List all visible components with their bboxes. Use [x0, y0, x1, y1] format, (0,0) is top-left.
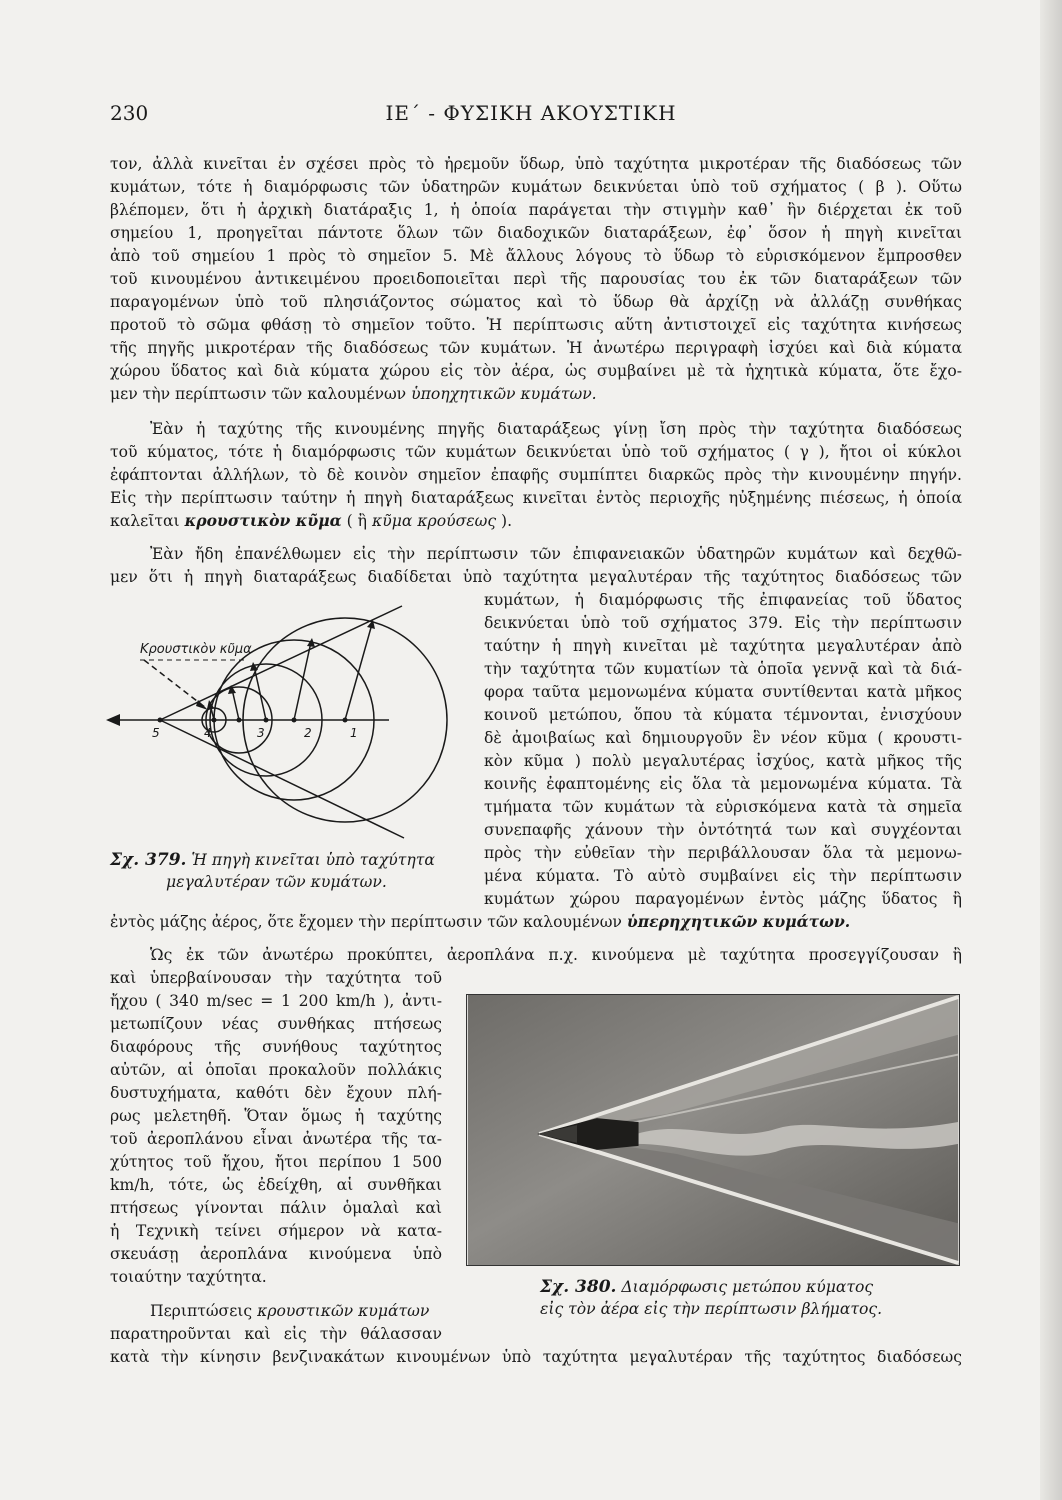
term-shock-wave-alt: κῦμα κρούσεως: [372, 512, 497, 530]
pointer-arrowhead: [196, 700, 208, 710]
text-line: κοινοῦ μετώπου, ὅπου τὰ κύματα τέμνονται, ἐνισχύουν: [484, 706, 962, 724]
text-line: ἀπὸ τοῦ σημείου 1 πρὸς τὸ σημεῖον 5. Μὲ ἄλλους λόγους τὸ ὕδωρ τὸ εὑρισκόμενον ἔμπροσθεν: [110, 247, 962, 265]
shock-front-lower-line: [160, 720, 404, 838]
text-line: κυμάτων, τότε ἡ διαμόρφωσις τῶν ὑδατηρῶν κυμάτων δεικνύεται ὑπὸ τοῦ σχήματος ( β ). Οὕτω: [110, 178, 962, 196]
figure-379-caption-label: Σχ. 379.: [110, 850, 187, 870]
page-edge-shadow: [1040, 0, 1062, 1500]
point-label-4: 4: [204, 726, 212, 740]
text-line: σκευάσῃ ἀεροπλάνα κινούμενα ὑπὸ: [110, 1245, 442, 1263]
text-line: καὶ ὑπερβαίνουσαν τὴν ταχύτητα τοῦ: [110, 969, 442, 987]
text-span: Περιπτώσεις: [150, 1302, 253, 1320]
radius-arrow-1: [345, 624, 372, 720]
shock-label-pointer: [144, 660, 206, 708]
point-label-1: 1: [350, 726, 358, 740]
figure-380-projectile-photo: [466, 994, 960, 1266]
figure-380-caption-line-1: [540, 1276, 873, 1298]
text-line: βλέπομεν, ὅτι ἡ ἀρχικὴ διατάραξις 1, ἡ ὁποία παράγεται τὴν στιγμὴν καθ᾽ ἣν διέρχεται ἐκ τοῦ: [110, 201, 962, 219]
text-span: καλεῖται: [110, 512, 180, 530]
text-line: Ἐὰν ἡ ταχύτης τῆς κινουμένης πηγῆς διαταράξεως γίνῃ ἴση πρὸς τὴν ταχύτητα διαδόσεως: [150, 420, 962, 438]
text-line: km/h, τότε, ὡς ἐδείχθη, αἱ συνθῆκαι: [110, 1176, 442, 1194]
text-line: τοῦ κινουμένου ἀντικειμένου προειδοποιεῖται περὶ τῆς παρουσίας του ἐκ τῶν διαταράξεων τῶν: [110, 270, 962, 288]
text-span: μεν τὴν περίπτωσιν τῶν καλουμένων: [110, 385, 407, 403]
figure-379-caption-line-2: μεγαλυτέραν τῶν κυμάτων.: [166, 873, 387, 891]
text-line: κατὰ τὴν κίνησιν βενζινακάτων κινουμένων ὑπὸ ταχύτητα μεγαλυτέραν τῆς ταχύτητος διαδόσεως: [110, 1348, 962, 1366]
text-line: τμήματα τῶν κυμάτων τὰ εὑρισκόμενα κατὰ τὰ σημεῖα: [484, 798, 962, 816]
text-line: κυμάτων, ἡ διαμόρφωσις τῆς ἐπιφανείας τοῦ ὕδατος: [484, 591, 962, 609]
text-line: συνεπαφῆς χάνουν τὴν ὀντότητά των καὶ συγχέονται: [484, 821, 962, 839]
text-line: [110, 510, 962, 532]
term-shock-wave: κρουστικὸν κῦμα: [184, 511, 342, 530]
text-span: Διαμόρφωσις μετώπου κύματος: [621, 1278, 874, 1296]
point-2-dot: [264, 718, 269, 723]
radius-arrow-3: [232, 689, 239, 720]
point-label-2: 2: [304, 726, 312, 740]
text-line: προτοῦ τὸ σῶμα φθάσῃ τὸ σημεῖον τοῦτο. Ἡ περίπτωσις αὕτη ἀντιστοιχεῖ εἰς ταχύτητα κινήσεως: [110, 316, 962, 334]
point-4-dot: [212, 718, 217, 723]
term-shock-waves: κρουστικῶν κυμάτων: [257, 1302, 430, 1320]
direction-arrowhead: [106, 714, 120, 726]
text-line: χύτητος τοῦ ἤχου, ἤτοι περίπου 1 500: [110, 1153, 442, 1171]
text-line: πτήσεως γίνονται πάλιν ὁμαλαὶ καὶ: [110, 1199, 442, 1217]
text-line: διαφόρους τῆς συνήθους ταχύτητος: [110, 1038, 442, 1056]
text-line: Εἰς τὴν περίπτωσιν ταύτην ἡ πηγὴ διαταράξεως κινεῖται ἐντὸς περιοχῆς ηὐξημένης πιέσεως, ἡ ὁποία: [110, 489, 962, 507]
text-line: χώρου ὕδατος καὶ διὰ κύματα χώρου εἰς τὸν ἀέρα, ὡς συμβαίνει μὲ τὰ ἠχητικὰ κύματα, ὅτε ἔχο-: [110, 362, 962, 380]
text-line: κὸν κῦμα ) πολὺ μεγαλυτέρας ἰσχύος, κατὰ μῆκος τῆς: [484, 752, 962, 770]
text-span: Ἡ πηγὴ κινεῖται ὑπὸ ταχύτητα: [191, 851, 435, 869]
text-span: ἐντὸς μάζης ἀέρος, ὅτε ἔχομεν τὴν περίπτωσιν τῶν καλουμένων: [110, 913, 622, 931]
text-line: τοιαύτην ταχύτητα.: [110, 1268, 267, 1286]
text-line: αὐτῶν, αἱ ὁποῖαι προκαλοῦν πολλάκις: [110, 1061, 442, 1079]
point-5-dot: [158, 718, 163, 723]
text-line: τῆς πηγῆς μικροτέραν τῆς διαδόσεως τῶν κυμάτων. Ἡ ἀνωτέρω περιγραφὴ ἰσχύει καὶ διὰ κύματα: [110, 339, 962, 357]
text-line: δεικνύεται ὑπὸ τοῦ σχήματος 379. Εἰς τὴν περίπτωσιν: [484, 614, 962, 632]
text-line: τοῦ ἀεροπλάνου εἶναι ἀνωτέρα τῆς τα-: [110, 1130, 442, 1148]
text-line: ἐφάπτονται ἀλλήλων, τὸ δὲ κοινὸν σημεῖον ἐπαφῆς συμπίπτει διαρκῶς πρὸς τὴν κινουμένην πηγήν.: [110, 466, 962, 484]
point-label-5: 5: [152, 726, 160, 740]
figure-379-caption-line-1: [110, 849, 435, 871]
text-line: τον, ἀλλὰ κινεῖται ἐν σχέσει πρὸς τὸ ἠρεμοῦν ὕδωρ, ὑπὸ ταχύτητα μικροτέραν τῆς διαδόσεως τῶν: [110, 155, 962, 173]
text-line: μεν ὅτι ἡ πηγὴ διαταράξεως διαδίδεται ὑπὸ ταχύτητα μεγαλυτέραν τῆς ταχύτητος διαδόσεως τῶν: [110, 568, 962, 586]
point-1-dot: [343, 718, 348, 723]
text-span: ( ἢ: [346, 512, 368, 530]
text-line: τὴν ταχύτητα τῶν κυματίων τὰ ὁποῖα γεννᾷ καὶ τὰ διά-: [484, 660, 962, 678]
text-span: ).: [501, 512, 513, 530]
shock-front-upper-line: [160, 606, 402, 720]
text-line: [110, 911, 962, 933]
figure-379-shock-wave-diagram: [104, 600, 464, 848]
text-line: κοινῆς ἐφαπτομένης εἰς ὅλα τὰ μεμονωμένα κύματα. Τὰ: [484, 775, 962, 793]
text-line: πρὸς τὴν εὐθεῖαν τὴν περιβάλλουσαν ὅλα τὰ μεμονω-: [484, 844, 962, 862]
text-line: τοῦ κύματος, τότε ἡ διαμόρφωσις τῶν κυμάτων δεικνύεται ὑπὸ τοῦ σχήματος ( γ ), ἤτοι οἱ κύκλοι: [110, 443, 962, 461]
page-number: 230: [110, 101, 149, 125]
text-line: [110, 1300, 442, 1322]
text-line: Ὡς ἐκ τῶν ἀνωτέρω προκύπτει, ἀεροπλάνα π.χ. κινούμενα μὲ ταχύτητα προσεγγίζουσαν ἢ: [150, 946, 962, 964]
text-line: παρατηροῦνται καὶ εἰς τὴν θάλασσαν: [110, 1325, 442, 1343]
text-line: μένα κύματα. Τὸ αὐτὸ συμβαίνει εἰς τὴν περίπτωσιν: [484, 867, 962, 885]
text-line: μετωπίζουν νέας συνθήκας πτήσεως: [110, 1015, 442, 1033]
figure-380-caption-line-2: εἰς τὸν ἀέρα εἰς τὴν περίπτωσιν βλήματος.: [540, 1300, 883, 1318]
text-line: ἡ Τεχνικὴ τείνει σήμερον νὰ κατα-: [110, 1222, 442, 1240]
text-line: Ἐὰν ἤδη ἐπανέλθωμεν εἰς τὴν περίπτωσιν τῶν ἐπιφανειακῶν ὑδατηρῶν κυμάτων καὶ δεχθῶ-: [150, 545, 962, 563]
running-title: ΙΕ΄ - ΦΥΣΙΚΗ ΑΚΟΥΣΤΙΚΗ: [385, 101, 677, 125]
text-line: ἤχου ( 340 m/sec = 1 200 km/h ), ἀντι-: [110, 992, 442, 1010]
figure-380-caption-label: Σχ. 380.: [540, 1277, 617, 1297]
text-line: σημείου 1, προηγεῖται πάντοτε ὅλων τῶν διαδοχικῶν διαταράξεων, ἐφ᾽ ὅσον ἡ πηγὴ κινεῖται: [110, 224, 962, 242]
text-line: ταύτην ἡ πηγὴ κινεῖται μὲ ταχύτητα μεγαλυτέραν ἀπὸ: [484, 637, 962, 655]
point-1a-dot: [292, 718, 297, 723]
text-line: δυστυχήματα, καθότι δὲν ἔχουν πλή-: [110, 1084, 442, 1102]
radius-arrow-2: [254, 666, 266, 720]
point-label-3: 3: [257, 726, 265, 740]
text-line: δὲ ἀμοιβαίως καὶ δημιουργοῦν ἓν νέον κῦμα ( κρουστι-: [484, 729, 962, 747]
term-subsonic: ὑποηχητικῶν κυμάτων.: [411, 385, 597, 403]
text-line: παραγομένων ὑπὸ τοῦ πλησιάζοντος σώματος καὶ τὸ ὕδωρ θὰ ἀρχίζῃ νὰ ἀλλάζῃ συνθήκας: [110, 293, 962, 311]
text-line: [110, 383, 962, 405]
shock-wave-label: Κρουστικὸν κῦμα: [140, 642, 252, 657]
point-3-dot: [237, 718, 242, 723]
term-supersonic: ὑπερηχητικῶν κυμάτων.: [626, 912, 851, 931]
text-line: ρως μελετηθῆ. Ὅταν ὅμως ἡ ταχύτης: [110, 1107, 442, 1125]
text-line: φορα ταῦτα μεμονωμένα κύματα συντίθενται κατὰ μῆκος: [484, 683, 962, 701]
text-line: κυμάτων χώρου παραγομένων ἐντὸς μάζης ὕδατος ἢ: [484, 890, 962, 908]
